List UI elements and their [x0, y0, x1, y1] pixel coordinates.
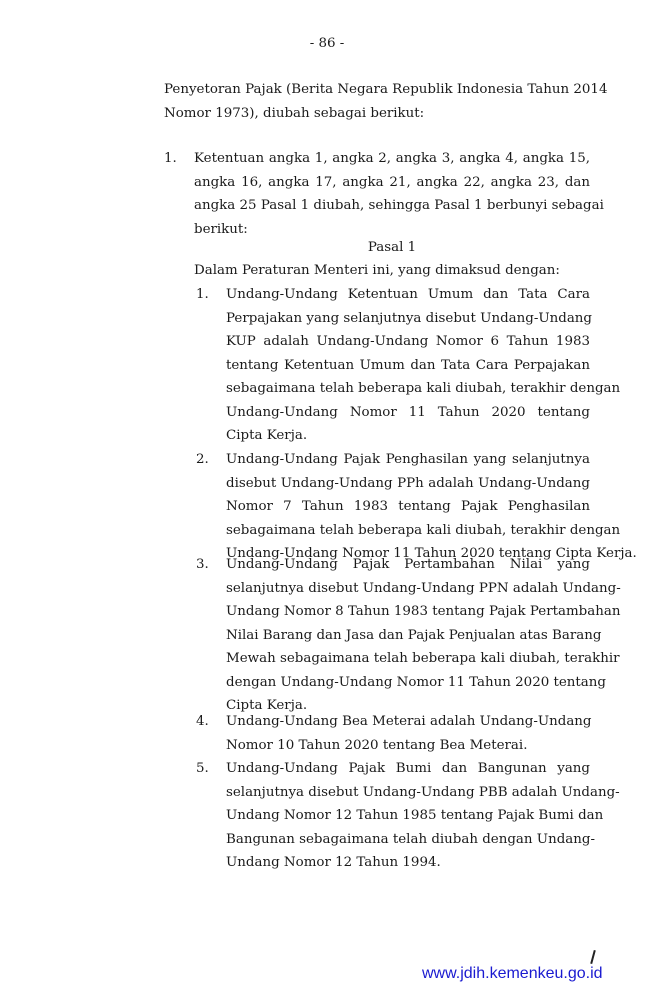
definition-number: 2. — [196, 452, 209, 467]
text-line: Undang-Undang Pajak Penghasilan yang selanjutnya — [226, 452, 590, 467]
text-line: disebut Undang-Undang PPh adalah Undang-Undang — [226, 475, 590, 491]
text-line: berikut: — [194, 221, 248, 237]
text-line: Undang-Undang Ketentuan Umum dan Tata Cara — [226, 287, 590, 302]
text-line: Nomor 1973), diubah sebagai berikut: — [164, 105, 425, 121]
definition-item — [226, 283, 621, 448]
page-number: - 86 - — [309, 36, 345, 51]
text-line: Undang Nomor 12 Tahun 1985 tentang Pajak Bumi dan — [226, 808, 604, 823]
pasal-title: Pasal 1 — [367, 240, 417, 255]
text-line: Cipta Kerja. — [226, 428, 308, 443]
text-line: selanjutnya disebut Undang-Undang PBB adalah Undang- — [226, 784, 620, 800]
item-number: 1. — [164, 151, 177, 166]
footer-url[interactable]: www.jdih.kemenkeu.go.id — [422, 965, 603, 982]
text-line: Undang-Undang Nomor 11 Tahun 2020 tentang Cipta Kerja. — [226, 546, 637, 561]
definition-number: 3. — [196, 557, 209, 572]
text-line: sebagaimana telah beberapa kali diubah, terakhir dengan — [226, 381, 621, 396]
text-line: angka 25 Pasal 1 diubah, sehingga Pasal 1 berbunyi sebagai — [194, 198, 604, 213]
intro-paragraph — [164, 78, 608, 125]
text-line: Undang-Undang Pajak Bumi dan Bangunan yang — [226, 761, 590, 776]
text-line: Dalam Peraturan Menteri ini, yang dimaksud dengan: — [194, 263, 560, 278]
definition-item — [226, 710, 590, 757]
text-line: selanjutnya disebut Undang-Undang PPN adalah Undang- — [226, 580, 621, 596]
definition-number: 5. — [196, 761, 209, 776]
item-1-text — [194, 147, 604, 241]
text-line: angka 16, angka 17, angka 21, angka 22, angka 23, dan — [194, 174, 590, 190]
definition-number: 1. — [196, 287, 209, 302]
text-line: Undang-Undang Bea Meterai adalah Undang-Undang — [226, 714, 592, 729]
text-line: Undang-Undang Pajak Pertambahan Nilai yang — [226, 557, 590, 572]
initial-mark — [590, 950, 596, 964]
definition-number: 4. — [196, 714, 209, 729]
text-line: Penyetoran Pajak (Berita Negara Republik Indonesia Tahun 2014 — [164, 82, 608, 97]
pasal-intro — [194, 259, 560, 283]
definition-item — [226, 448, 637, 566]
text-line: Nomor 7 Tahun 1983 tentang Pajak Penghasilan — [226, 499, 590, 514]
text-line: sebagaimana telah beberapa kali diubah, terakhir dengan — [226, 522, 621, 538]
text-line: Mewah sebagaimana telah beberapa kali diubah, terakhir — [226, 651, 620, 666]
text-line: Bangunan sebagaimana telah diubah dengan Undang- — [226, 831, 595, 847]
text-line: Undang-Undang Nomor 11 Tahun 2020 tentang — [226, 404, 590, 420]
text-line: dengan Undang-Undang Nomor 11 Tahun 2020 tentang — [226, 674, 606, 690]
text-line: Undang Nomor 8 Tahun 1983 tentang Pajak Pertambahan — [226, 604, 621, 619]
definition-item — [226, 553, 621, 718]
text-line: Ketentuan angka 1, angka 2, angka 3, angka 4, angka 15, — [194, 151, 590, 166]
text-line: Nomor 10 Tahun 2020 tentang Bea Meterai. — [226, 737, 528, 753]
text-line: tentang Ketentuan Umum dan Tata Cara Perpajakan — [226, 357, 590, 373]
text-line: Undang Nomor 12 Tahun 1994. — [226, 855, 441, 870]
text-line: Perpajakan yang selanjutnya disebut Undang-Undang — [226, 310, 593, 326]
text-line: Nilai Barang dan Jasa dan Pajak Penjualan atas Barang — [226, 627, 602, 643]
text-line: Cipta Kerja. — [226, 698, 308, 713]
definition-item — [226, 757, 620, 875]
text-line: KUP adalah Undang-Undang Nomor 6 Tahun 1983 — [226, 334, 590, 349]
